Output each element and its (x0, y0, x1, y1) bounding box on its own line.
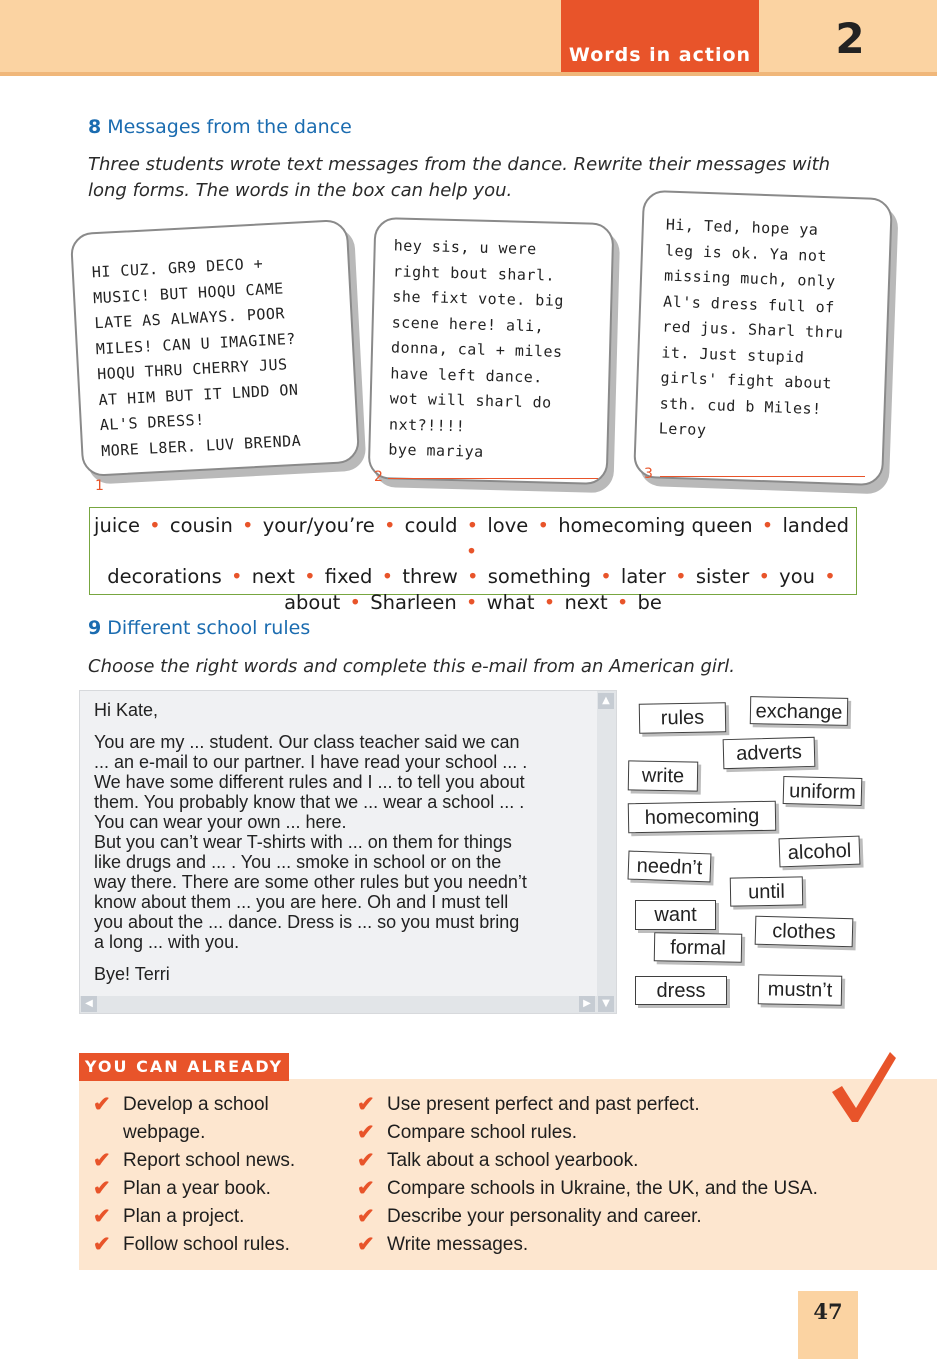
bullet-dot-icon: • (668, 565, 693, 588)
skill-item (357, 1119, 877, 1147)
bullet-dot-icon: • (460, 565, 485, 588)
bullet-dot-icon: • (818, 565, 836, 588)
email-line: But you can’t wear T-shirts with ... on them for things (94, 832, 512, 852)
bullet-dot-icon: • (610, 590, 635, 614)
skill-item (93, 1203, 333, 1231)
section-8-number: 8 (88, 116, 102, 138)
word-card-adverts[interactable]: adverts (723, 737, 816, 769)
bullet-dot-icon: • (537, 590, 562, 614)
word-card-alcohol[interactable]: alcohol (779, 836, 861, 868)
skill-text: Develop a school webpage. (123, 1094, 269, 1143)
word-box-word: your/you’re (262, 514, 375, 537)
word-card-rules[interactable]: rules (639, 702, 727, 734)
bullet-dot-icon: • (594, 565, 618, 588)
scroll-up-icon[interactable]: ▲ (598, 693, 614, 709)
chapter-tab (561, 0, 759, 72)
bullet-dot-icon: • (459, 590, 484, 614)
word-card-want[interactable]: want (635, 900, 716, 930)
email-signoff: Bye! Terri (94, 964, 170, 984)
vertical-scrollbar[interactable] (597, 691, 616, 1013)
skill-text: Compare schools in Ukraine, the UK, and the USA. (387, 1178, 818, 1199)
word-card-dress[interactable]: dress (635, 976, 727, 1005)
check-icon: ✔ (93, 1205, 111, 1228)
skill-text: Compare school rules. (387, 1122, 578, 1143)
message-number-2: 2 (374, 469, 383, 485)
skill-text: Report school news. (123, 1150, 296, 1171)
skill-item (93, 1147, 333, 1175)
skill-item (357, 1147, 877, 1175)
email-line: ... an e-mail to our partner. I have read your school ... . (94, 752, 528, 772)
email-body (94, 732, 594, 952)
word-box-word: something (487, 565, 592, 588)
email-line: you about the ... dance. Dress is ... so you must bring (94, 912, 520, 932)
check-icon: ✔ (357, 1149, 375, 1172)
skill-item (357, 1091, 877, 1119)
bullet-dot-icon: • (752, 565, 777, 588)
word-box-word: juice (94, 514, 140, 537)
bullet-dot-icon: • (235, 514, 260, 537)
skill-item (357, 1231, 877, 1259)
email-line: We have some different rules and I ... to tell you about (94, 772, 525, 792)
email-greeting: Hi Kate, (94, 700, 159, 720)
you-can-already-title: YOU CAN ALREADY (79, 1053, 289, 1081)
check-icon: ✔ (93, 1149, 111, 1172)
word-card-homecoming[interactable]: homecoming (628, 801, 777, 834)
word-box (89, 507, 857, 614)
email-line: You are my ... student. Our class teacher said we can (94, 732, 520, 752)
header-rule (0, 72, 937, 76)
bullet-dot-icon: • (142, 514, 167, 537)
skill-text: Describe your personality and career. (387, 1206, 702, 1227)
word-box-word: could (404, 514, 458, 537)
word-box-word: homecoming queen (558, 514, 753, 537)
skill-text: Plan a year book. (123, 1178, 271, 1199)
skill-text: Plan a project. (123, 1206, 245, 1227)
skill-text: Talk about a school yearbook. (387, 1150, 639, 1171)
email-line: know about them ... you are here. Oh and I must tell (94, 892, 509, 912)
check-icon: ✔ (357, 1093, 375, 1116)
check-icon: ✔ (93, 1233, 111, 1256)
word-box-word: later (620, 565, 666, 588)
word-box-word: fixed (324, 565, 373, 588)
message-text-2: hey sis, u were right bout sharl. she fixt vote. big scene here! ali, donna, cal + miles have left dance. wot will sharl do nxt?!!!! bye mariya (388, 236, 565, 461)
check-icon: ✔ (93, 1093, 111, 1116)
bullet-dot-icon: • (755, 514, 780, 537)
message-text-1: HI CUZ. GR9 DECO + MUSIC! BUT HOQU CAME LATE AS ALWAYS. POOR MILES! CAN U IMAGINE? HOQU THRU CHERRY JUS AT HIM BUT IT LNDD ON AL'S DRESS! MORE L8ER. LUV BRENDA (91, 254, 302, 460)
scroll-left-icon[interactable]: ◀ (81, 996, 97, 1012)
section-9-title-text: Different school rules (107, 617, 311, 639)
unit-number: 2 (835, 14, 865, 63)
section-9-instruction: Choose the right words and complete this e-mail from an American girl. (88, 656, 736, 677)
check-icon: ✔ (357, 1233, 375, 1256)
word-box-word: next (564, 590, 608, 614)
word-box-line-2 (90, 564, 856, 590)
email-line: them. You probably know that we ... wear a school ... . (94, 792, 525, 812)
section-8-title-text: Messages from the dance (107, 116, 352, 138)
skill-item (93, 1231, 333, 1259)
bullet-dot-icon: • (465, 539, 478, 563)
section-9-title (88, 617, 310, 639)
skill-text: Use present perfect and past perfect. (387, 1094, 700, 1115)
header-band (0, 0, 937, 72)
word-box-word: next (251, 565, 295, 588)
word-box-line-1 (90, 513, 856, 564)
word-box-word: about (284, 590, 341, 614)
check-icon: ✔ (93, 1177, 111, 1200)
message-number-3: 3 (644, 466, 653, 482)
chapter-tab-label: Words in action (568, 44, 752, 66)
message-text-3: Hi, Ted, hope ya leg is ok. Ya not missing much, only Al's dress full of red jus. Sharl thru it. Just stupid girls' fight about sth. cud b Miles! Leroy (658, 215, 844, 440)
message-bubble-2 (368, 217, 615, 485)
word-card-clothes[interactable]: clothes (755, 916, 854, 948)
email-line: You can wear your own ... here. (94, 812, 347, 832)
section-8-title (88, 116, 352, 138)
message-line-2 (388, 478, 598, 479)
word-card-formal[interactable]: formal (654, 932, 742, 963)
section-9-number: 9 (88, 617, 102, 639)
word-box-word: cousin (169, 514, 233, 537)
word-box-word: you (779, 565, 816, 588)
page-number: 47 (798, 1291, 858, 1359)
bullet-dot-icon: • (377, 514, 402, 537)
word-card-exchange[interactable]: exchange (750, 696, 848, 726)
message-bubble-1 (70, 219, 360, 477)
email-line: like drugs and ... . You ... smoke in school or on the (94, 852, 502, 872)
word-box-word: landed (782, 514, 849, 537)
bullet-dot-icon: • (297, 565, 322, 588)
message-bubble-3 (633, 190, 893, 487)
bullet-dot-icon: • (343, 590, 368, 614)
skill-item (357, 1203, 877, 1231)
skill-item (93, 1175, 333, 1203)
word-card-uniform[interactable]: uniform (783, 776, 863, 806)
email-line: a long ... with you. (94, 932, 240, 952)
section-8-instruction: Three students wrote text messages from the dance. Rewrite their messages with long forms. The words in the box can help you. (88, 154, 831, 201)
skill-text: Write messages. (387, 1234, 529, 1255)
skill-item (357, 1175, 877, 1203)
message-number-1: 1 (95, 478, 104, 494)
message-line-3 (660, 476, 865, 477)
word-box-word: what (486, 590, 535, 614)
horizontal-scrollbar[interactable] (80, 996, 597, 1013)
check-icon: ✔ (357, 1121, 375, 1144)
check-icon: ✔ (357, 1177, 375, 1200)
word-box-word: love (487, 514, 529, 537)
bullet-dot-icon: • (531, 514, 556, 537)
scroll-right-icon[interactable]: ▶ (579, 996, 595, 1012)
skill-text: Follow school rules. (123, 1234, 290, 1255)
skill-item (93, 1091, 333, 1147)
check-icon: ✔ (357, 1205, 375, 1228)
word-card-mustnt[interactable]: mustn’t (758, 974, 843, 1005)
word-box-line-3 (90, 590, 856, 616)
word-box-word: threw (402, 565, 458, 588)
email-line: way there. There are some other rules but you needn’t (94, 872, 527, 892)
scroll-down-icon[interactable]: ▼ (598, 996, 614, 1012)
you-can-already-right-list (357, 1091, 877, 1259)
word-box-word: be (637, 590, 662, 614)
word-card-neednt[interactable]: needn’t (628, 851, 712, 883)
bullet-dot-icon: • (224, 565, 249, 588)
word-box-word: decorations (107, 565, 222, 588)
bullet-dot-icon: • (460, 514, 485, 537)
bullet-dot-icon: • (375, 565, 400, 588)
word-card-write[interactable]: write (628, 760, 699, 791)
you-can-already-left-list (93, 1091, 333, 1259)
word-box-word: sister (695, 565, 750, 588)
word-card-until[interactable]: until (730, 876, 803, 906)
word-box-word: Sharleen (370, 590, 457, 614)
